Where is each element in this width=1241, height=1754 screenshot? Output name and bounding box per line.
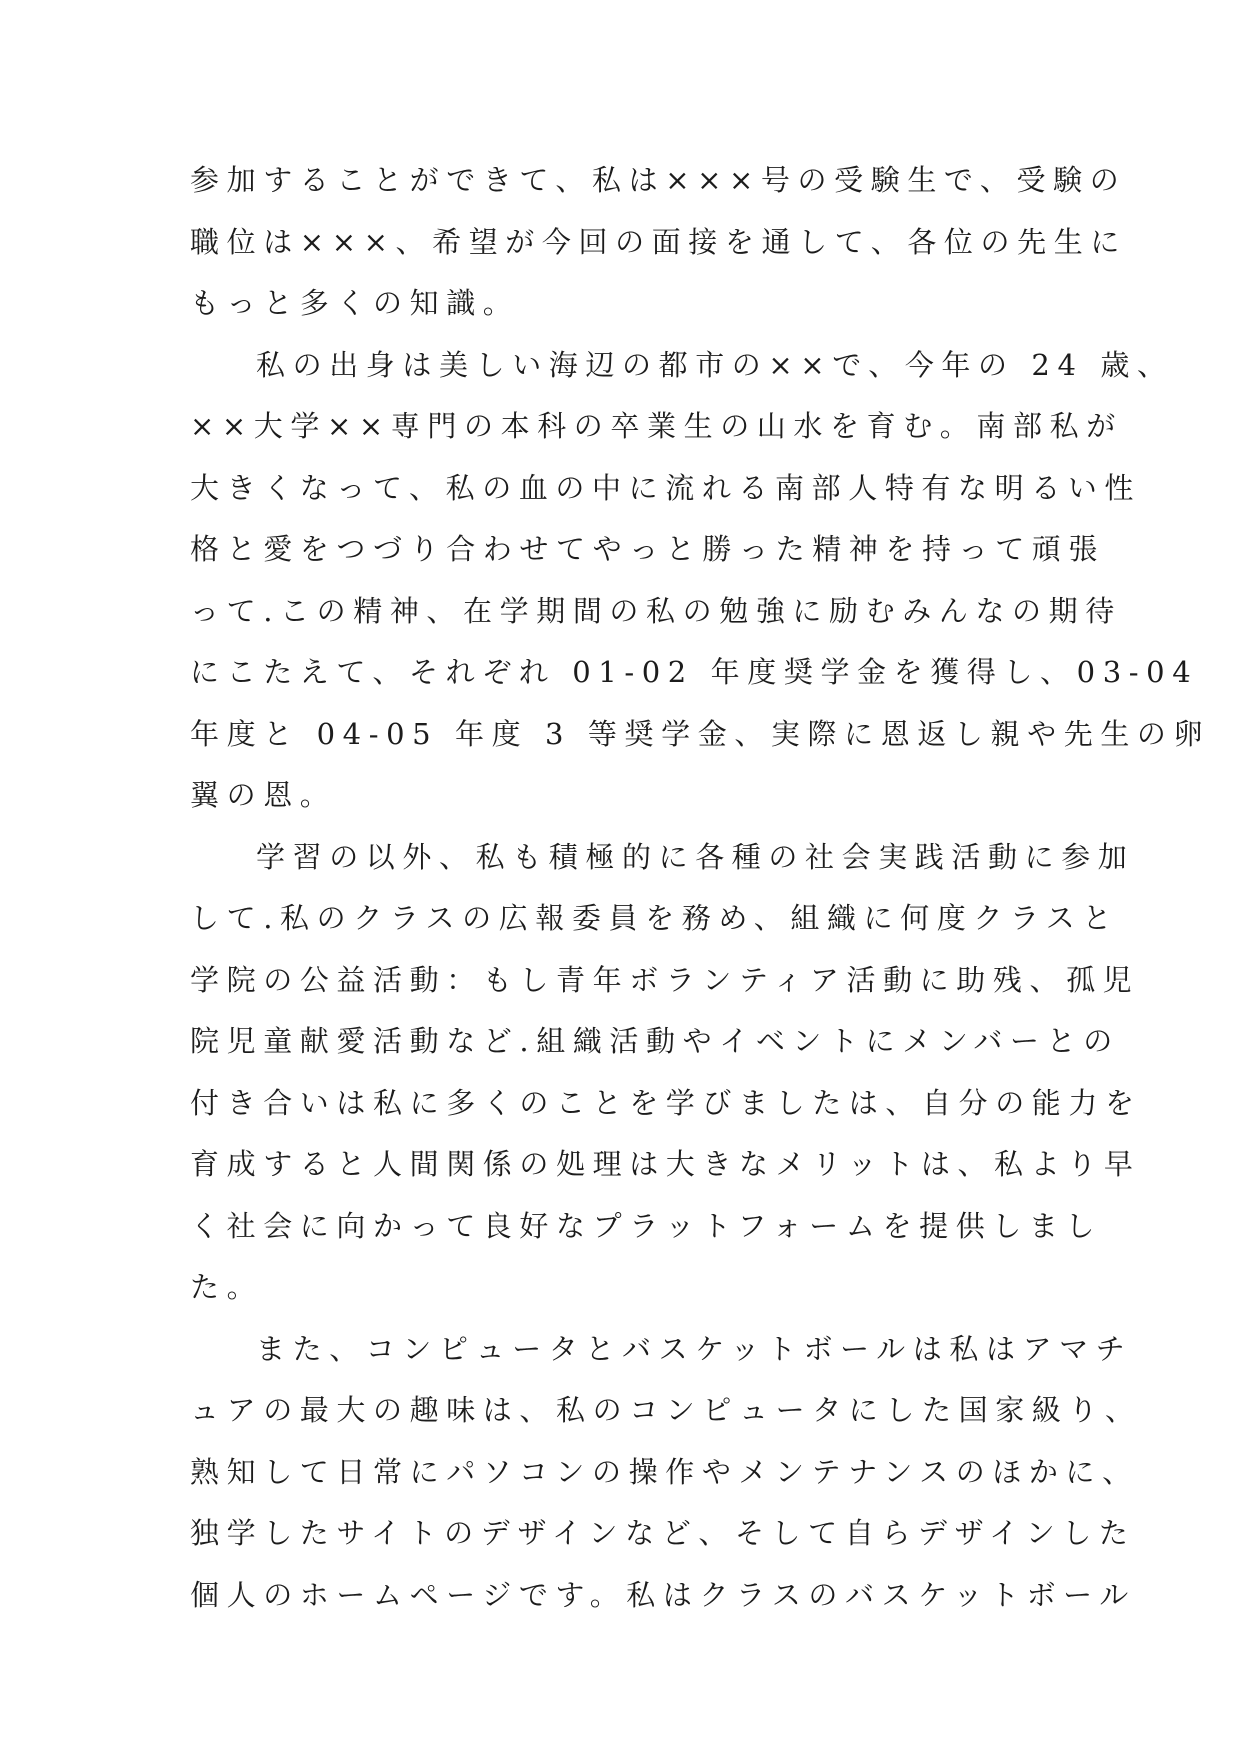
text-line: 育成すると人間関係の処理は大きなメリットは、私より早 (190, 1147, 1141, 1181)
text-line: く社会に向かって良好なプラットフォームを提供しまし (190, 1208, 1103, 1243)
text-line: 独学したサイトのデザインなど、そして自らデザインした (190, 1516, 1136, 1550)
text-line: ××大学××専門の本科の卒業生の山水を育む。南部私が (190, 409, 1123, 443)
text-line: 学院の公益活動：もし青年ボランティア活動に助残、孤児 (190, 962, 1140, 997)
text-line: ュアの最大の趣味は、私のコンピュータにした国家級り、 (190, 1393, 1142, 1427)
text-line: 付き合いは私に多くのことを学びましたは、自分の能力を (190, 1085, 1142, 1120)
body-text (190, 150, 1211, 1626)
text-line: 職位は×××、希望が今回の面接を通して、各位の先生に (190, 224, 1127, 259)
text-line: た。 (190, 1270, 264, 1304)
text-line: 個人のホームページです。私はクラスのバスケットボール (190, 1577, 1136, 1612)
paragraph-first-line: 学習の以外、私も積極的に各種の社会実践活動に参加 (256, 839, 1135, 874)
text-line: 熟知して日常にパソコンの操作やメンテナンスのほかに、 (190, 1454, 1139, 1489)
text-line: 翼の恩。 (190, 778, 337, 812)
text-line: 院児童献愛活動など.組織活動やイベントにメンバーとの (190, 1024, 1120, 1058)
text-line: して.私のクラスの広報委員を務め、組織に何度クラスと (190, 901, 1119, 935)
text-line: にこたえて、それぞれ 01-02 年度奨学金を獲得し、03-04 (190, 655, 1199, 689)
text-line: 大きくなって、私の血の中に流れる南部人特有な明るい性 (190, 470, 1142, 505)
paragraph-first-line: 私の出身は美しい海辺の都市の××で、今年の 24 歳、 (256, 347, 1174, 382)
text-line: って.この精神、在学期間の私の勉強に励むみんなの期待 (190, 593, 1122, 628)
text-line: もっと多くの知識。 (190, 286, 520, 320)
text-line: 年度と 04-05 年度 3 等奨学金、実際に恩返し親や先生の卵 (190, 716, 1211, 751)
text-line: 参加することができて、私は×××号の受験生で、受験の (190, 163, 1127, 197)
paragraph-first-line: また、コンピュータとバスケットボールは私はアマチ (256, 1331, 1133, 1366)
text-line: 格と愛をつづり合わせてやっと勝った精神を持って頑張 (190, 532, 1106, 566)
